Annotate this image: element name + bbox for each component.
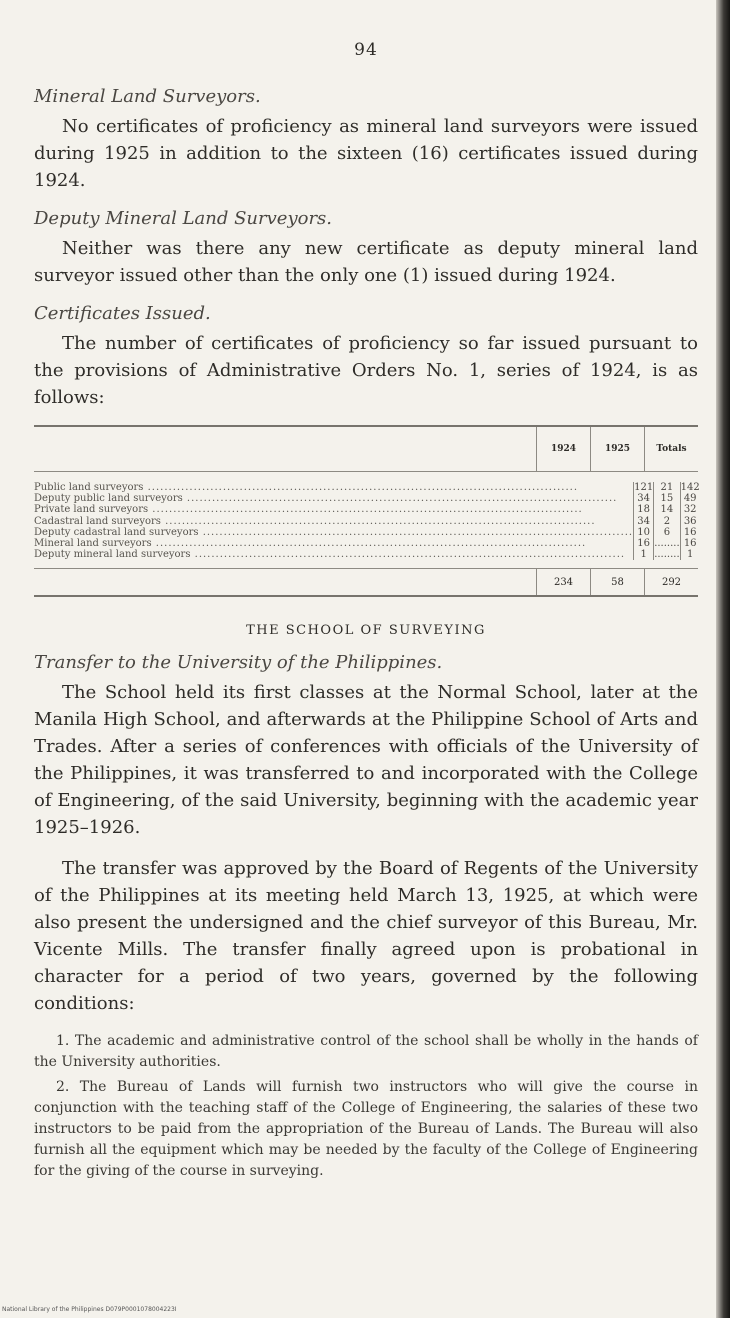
document-page <box>34 40 698 1186</box>
cell-1925: 15 <box>660 493 674 505</box>
cell-1924: 34 <box>637 493 651 505</box>
cell-1924: 18 <box>637 504 651 516</box>
row-label: Cadastral land surveyors ..... <box>34 516 633 527</box>
row-label: Mineral land surveyors ..... <box>34 538 633 549</box>
col-totals-values <box>680 482 700 560</box>
total-1924: 234 <box>536 569 590 595</box>
cell-total: 16 <box>683 526 697 538</box>
cell-1924: 10 <box>637 526 651 538</box>
certificates-table <box>34 425 698 597</box>
book-binding-edge <box>716 0 730 1318</box>
total-1925: 58 <box>590 569 644 595</box>
cell-total: 16 <box>683 537 697 549</box>
cell-total: 32 <box>683 504 697 516</box>
cell-total: 36 <box>683 515 697 527</box>
certificates-paragraph: The number of certificates of proficiency so far issued pursuant to the provisions of Administrative Orders No. 1, series of 1924, is as follows: <box>34 333 698 408</box>
cell-1925: ........ <box>654 537 680 549</box>
row-label: Public land surveyors ..... <box>34 482 633 493</box>
col-1925-values <box>653 482 679 560</box>
table-header <box>34 427 698 472</box>
table-body <box>34 472 698 568</box>
cell-1924: 16 <box>637 537 651 549</box>
cell-1925: 14 <box>660 504 674 516</box>
cell-1925: ........ <box>654 549 680 561</box>
condition-2: 2. The Bureau of Lands will furnish two instructors who will give the course in conjunction with the teaching staff of the College of Engineering, the salaries of these two instructors to be paid from the appropriation of the Bureau of Lands. The Bureau will also furnish all the equipment which may be needed by the faculty of the College of Engineering for the giving of the course in surveying. <box>34 1079 698 1180</box>
section-title: THE SCHOOL OF SURVEYING <box>246 623 486 639</box>
row-label: Private land surveyors ..... <box>34 504 633 515</box>
row-label: Deputy public land surveyors ..... <box>34 493 633 504</box>
scan-footer: National Library of the Philippines D079P0001078004223I <box>2 1306 177 1313</box>
cell-1924: 1 <box>640 549 647 561</box>
col-totals-header: Totals <box>644 427 698 471</box>
certificates-heading: Certificates Issued. <box>34 303 211 324</box>
mineral-surveyors-paragraph: No certificates of proficiency as mineral land surveyors were issued during 1925 in addition to the sixteen (16) certificates issued during 1924. <box>34 116 698 191</box>
row-label: Deputy mineral land surveyors ..... <box>34 549 633 560</box>
cell-1925: 21 <box>660 482 674 493</box>
cell-1924: 34 <box>637 515 651 527</box>
cell-total: 1 <box>687 549 694 561</box>
cell-1924: 121 <box>634 482 654 493</box>
cell-1925: 6 <box>663 526 671 538</box>
cell-1925: 2 <box>663 515 671 527</box>
deputy-mineral-heading: Deputy Mineral Land Surveyors. <box>34 208 333 229</box>
page-number: 94 <box>354 40 378 60</box>
deputy-mineral-paragraph: Neither was there any new certificate as deputy mineral land surveyor issued other than the only one (1) issued during 1924. <box>34 238 698 286</box>
row-label: Deputy cadastral land surveyors ..... <box>34 527 633 538</box>
mineral-surveyors-heading: Mineral Land Surveyors. <box>34 86 261 107</box>
transfer-paragraph-1: The School held its first classes at the Normal School, later at the Manila High School, and afterwards at the Philippine School of Arts and Trades. After a series of conferences with officials of the University of the Philippines, it was transferred to and incorporated with the College of Engineering, of the said University, beginning with the academic year 1925–1926. <box>34 682 698 839</box>
cell-total: 49 <box>683 493 697 505</box>
col-1925-header: 1925 <box>590 427 644 471</box>
col-1924-values <box>633 482 653 560</box>
transfer-heading: Transfer to the University of the Philippines. <box>34 652 443 674</box>
transfer-paragraph-2: The transfer was approved by the Board of Regents of the University of the Philippines at its meeting held March 13, 1925, at which were also present the undersigned and the chief surveyor of this Bureau, Mr. Vicente Mills. The transfer finally agreed upon is probational in character for a period of two years, governed by the following conditions: <box>34 858 698 1015</box>
cell-total: 142 <box>680 482 700 493</box>
col-1924-header: 1924 <box>536 427 590 471</box>
grand-total: 292 <box>644 569 698 595</box>
table-totals-row <box>34 568 698 595</box>
condition-1: 1. The academic and administrative control of the school shall be wholly in the hands of the University authorities. <box>34 1033 698 1071</box>
row-labels <box>34 482 633 560</box>
